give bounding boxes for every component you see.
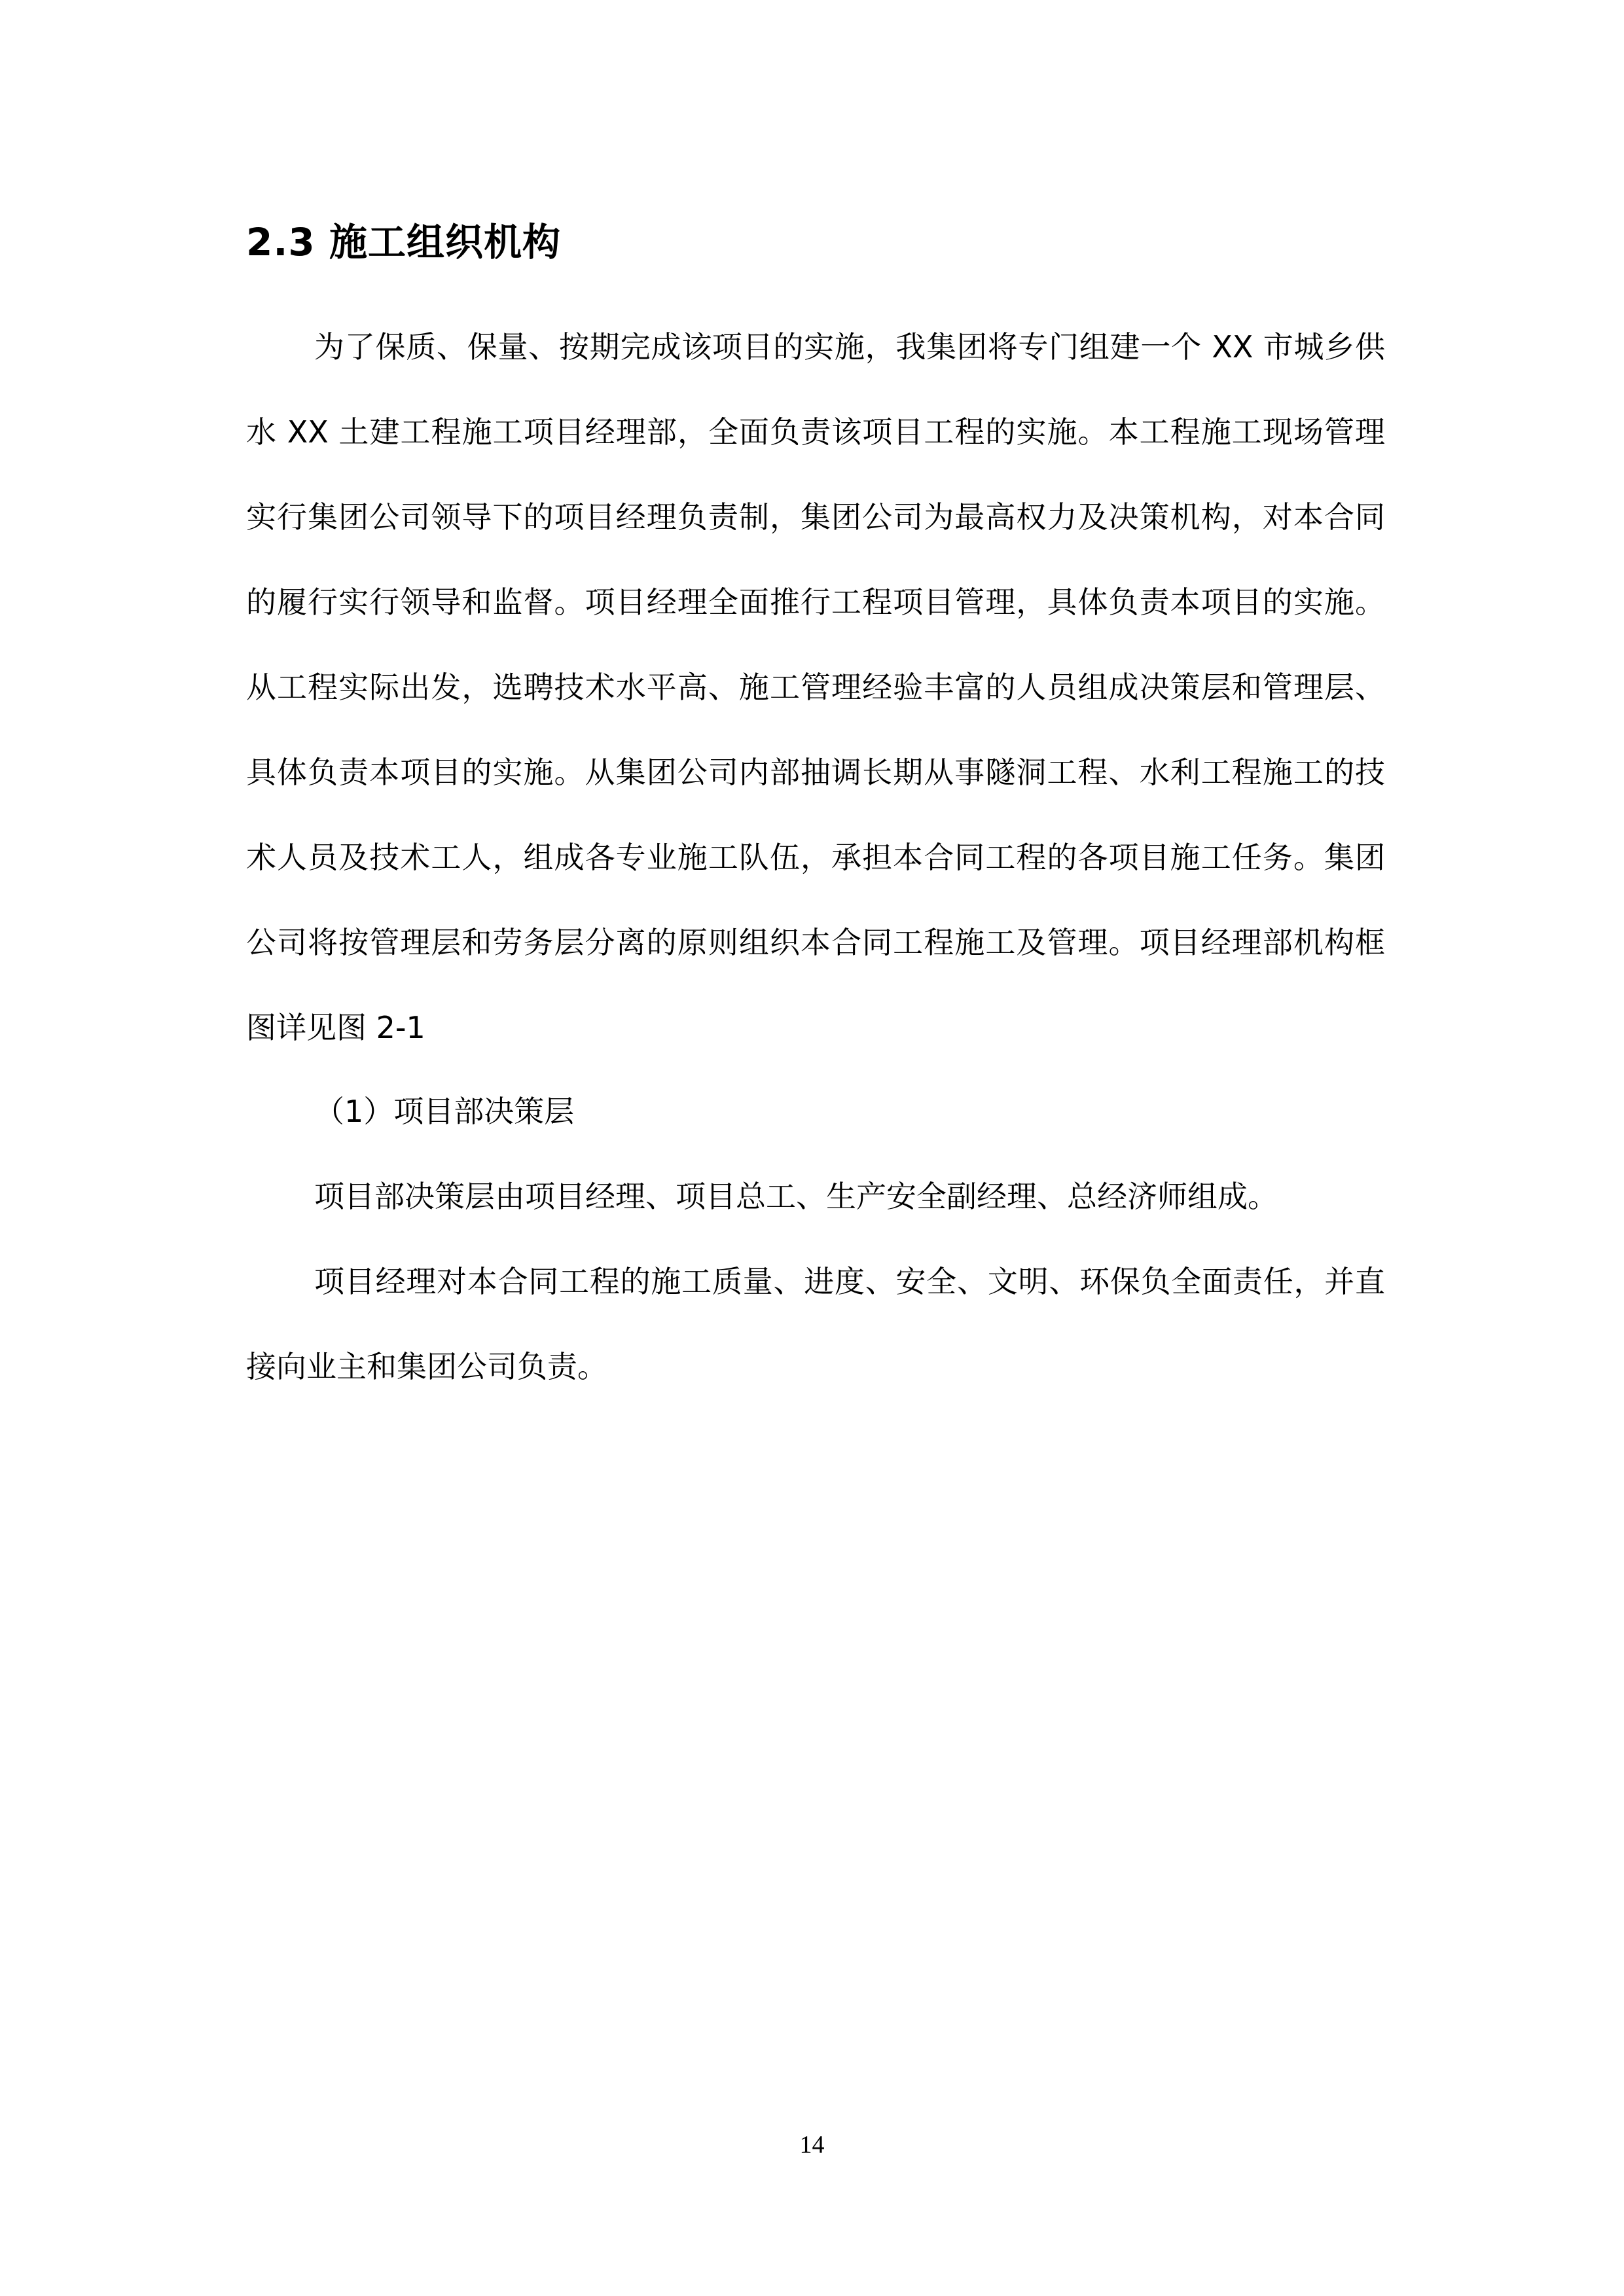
intro-paragraph: 为了保质、保量、按期完成该项目的实施，我集团将专门组建一个 XX 市城乡供水 XX 土建工程施工项目经理部，全面负责该项目工程的实施。本工程施工现场管理实行集团公司领导下的项目经理负责制，集团公司为最高权力及决策机构，对本合同的履行实行领导和监督。项目经理全面推行工程项目管理，具体负责本项目的实施。从工程实际出发，选聘技术水平高、施工管理经验丰富的人员组成决策层和管理层、具体负责本项目的实施。从集团公司内部抽调长期从事隧洞工程、水利工程施工的技术人员及技术工人，组成各专业施工队伍，承担本合同工程的各项目施工任务。集团公司将按管理层和劳务层分离的原则组织本合同工程施工及管理。项目经理部机构框图详见图 2-1	[246, 329, 1385, 1045]
page-number: 14	[799, 2131, 825, 2159]
section-heading: 2.3 施工组织机构	[246, 220, 561, 264]
manager-duty-paragraph: 项目经理对本合同工程的施工质量、进度、安全、文明、环保负全面责任，并直接向业主和集团公司负责。	[246, 1264, 1385, 1384]
subheading-decision-layer: （1）项目部决策层	[314, 1094, 575, 1129]
decision-layer-paragraph: 项目部决策层由项目经理、项目总工、生产安全副经理、总经济师组成。	[314, 1179, 1278, 1214]
